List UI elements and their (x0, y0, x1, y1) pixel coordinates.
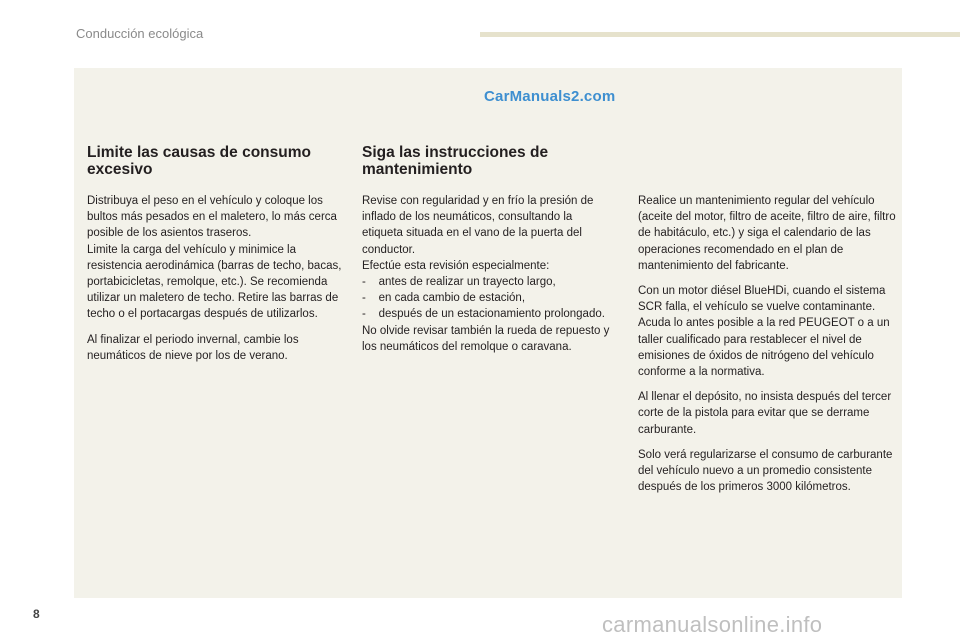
middle-paragraph-1: Revise con regularidad y en frío la presión de inflado de los neumáticos, consultando la etiqueta situada en el vano de la puerta del conductor. (362, 195, 594, 256)
section-title-consumo: Limite las causas de consumo excesivo (87, 144, 311, 178)
watermark-logo-top[interactable]: CarManuals2.com (484, 88, 616, 105)
right-paragraph-2: Con un motor diésel BlueHDi, cuando el sistema SCR falla, el vehículo se vuelve contaminante. Acuda lo antes posible a la red PEUGEOT o a un taller cualificado para restablecer el nivel de emisiones de óxidos de nitrógeno del vehículo conforme a la normativa. (638, 285, 890, 379)
left-paragraph-3: Al finalizar el periodo invernal, cambie los neumáticos de nieve por los de verano. (87, 333, 299, 362)
right-paragraph-3: Al llenar el depósito, no insista después del tercer corte de la pistola para evitar que se derrame carburante. (638, 391, 892, 436)
right-paragraph-4: Solo verá regularizarse el consumo de carburante del vehículo nuevo a un promedio consistente después de los primeros 3000 kilómetros. (638, 448, 893, 494)
middle-paragraph-3: No olvide revisar también la rueda de repuesto y los neumáticos del remolque o caravana. (362, 324, 610, 353)
list-item: - antes de realizar un trayecto largo, (362, 276, 556, 289)
left-column (87, 193, 342, 373)
watermark-footer[interactable]: carmanualsonline.info (602, 612, 823, 637)
right-paragraph-1: Realice un mantenimiento regular del vehículo (aceite del motor, filtro de aceite, filtro de aire, filtro de habitáculo, etc.) y siga el calendario de las operaciones recomendado en el plan de mantenimiento del fabricante. (638, 195, 896, 272)
section-title-mantenimiento: Siga las instrucciones de mantenimiento (362, 144, 549, 178)
list-item: - después de un estacionamiento prolongado. (362, 308, 605, 321)
middle-paragraph-2: Efectúe esta revisión especialmente: (362, 259, 550, 272)
middle-column (362, 193, 612, 355)
left-paragraph-1: Distribuya el peso en el vehículo y coloque los bultos más pesados en el maletero, lo más cerca posible de los asientos traseros. (87, 195, 337, 240)
list-item: - en cada cambio de estación, (362, 292, 526, 305)
left-paragraph-2: Limite la carga del vehículo y minimice la resistencia aerodinámica (barras de techo, bacas, portabicicletas, remolque, etc.). Se recomienda utilizar un maletero de techo. Retire las barras de techo o el portacargas después de utilizarlos. (87, 243, 342, 321)
page-number: 8 (33, 607, 40, 621)
page-header-title: Conducción ecológica (76, 26, 204, 41)
header-divider-bar (480, 32, 960, 37)
right-column (638, 193, 900, 504)
